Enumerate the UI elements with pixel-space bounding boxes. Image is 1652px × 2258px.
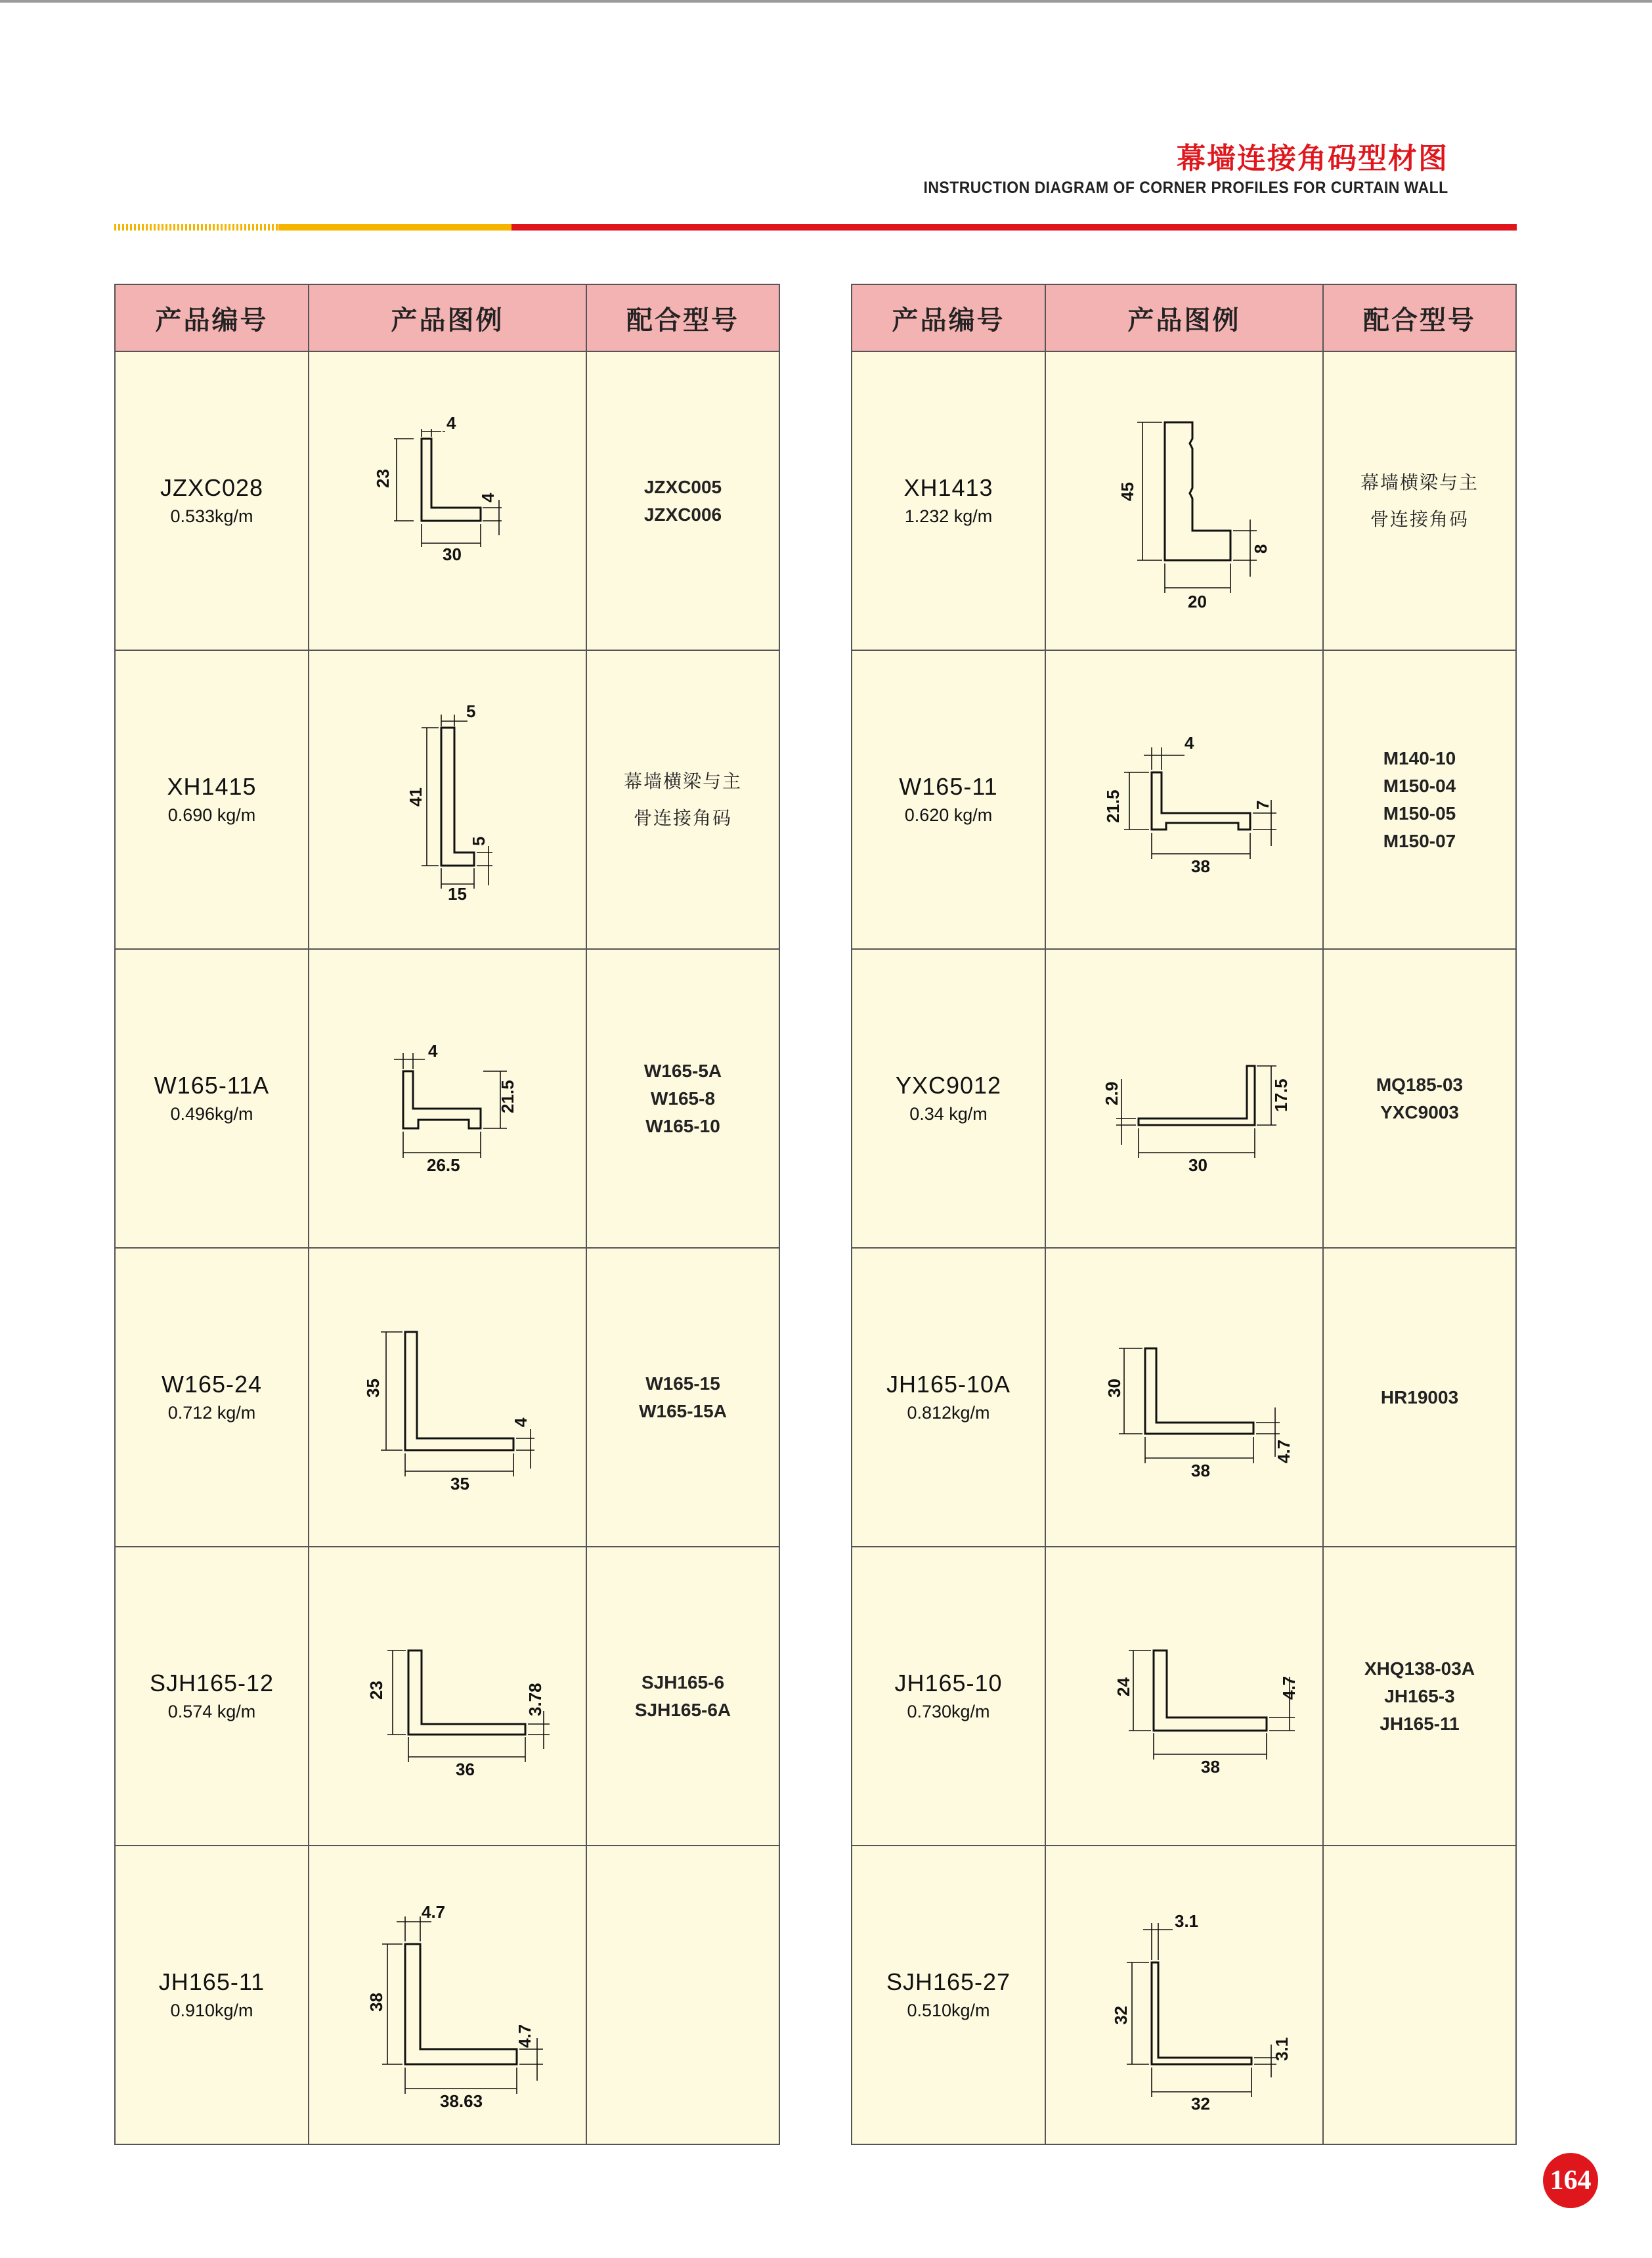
table-row	[115, 351, 779, 650]
product-code: JH165-11	[158, 1968, 265, 1995]
product-code: JZXC028	[160, 474, 264, 501]
product-code: SJH165-27	[886, 1968, 1011, 1995]
product-code: JH165-10	[894, 1669, 1003, 1696]
product-code-cell	[852, 1846, 1045, 2144]
product-weight: 0.620 kg/m	[904, 805, 993, 825]
dimension-label: 21.5	[1102, 789, 1123, 823]
dimension-label: 35	[450, 1473, 469, 1494]
dimension-label: 4.7	[421, 1901, 445, 1922]
dimension-label: 21.5	[497, 1079, 517, 1113]
product-drawing-cell	[1045, 1846, 1323, 2144]
product-code: XH1413	[903, 474, 993, 501]
product-weight: 0.510kg/m	[907, 2000, 990, 2020]
product-code: W165-11	[899, 772, 998, 800]
dimension-label: 23	[372, 468, 393, 488]
matching-model: SJH165-6A	[634, 1699, 731, 1720]
table-row	[852, 949, 1516, 1248]
dimension-label: 45	[1117, 481, 1137, 501]
product-weight: 0.910kg/m	[170, 2000, 253, 2020]
dimension-label: 35	[362, 1378, 383, 1398]
product-weight: 0.812kg/m	[907, 1402, 990, 1423]
dimension-label: 3.78	[525, 1682, 545, 1716]
profile-drawing	[1053, 1857, 1316, 2133]
matching-model: XHQ138-03A	[1364, 1658, 1475, 1679]
dimension-label: 17.5	[1271, 1078, 1291, 1112]
dimension-label: 4	[477, 493, 498, 502]
dimension-label: 7	[1252, 800, 1272, 810]
dimension-label: 3.1	[1174, 1911, 1198, 1931]
matching-model-cell	[1323, 1547, 1516, 1846]
matching-model: JZXC006	[643, 504, 722, 525]
dimension-label: 20	[1187, 591, 1207, 611]
matching-model: W165-15A	[639, 1400, 727, 1421]
product-weight: 0.574 kg/m	[167, 1701, 256, 1721]
dimension-label: 2.9	[1101, 1081, 1121, 1105]
dimension-label: 30	[1104, 1378, 1124, 1398]
product-code: JH165-10A	[886, 1370, 1011, 1398]
product-drawing-cell	[309, 351, 586, 650]
header-product-code: 产品编号	[852, 284, 1045, 351]
dimension-label: 38	[1190, 1460, 1210, 1480]
profile-drawing	[1053, 961, 1316, 1237]
dimension-label: 26.5	[426, 1155, 460, 1175]
dimension-label: 38	[366, 1992, 386, 2012]
product-drawing-cell	[309, 1846, 586, 2144]
matching-model: 骨连接角码	[633, 807, 732, 829]
matching-model: W165-8	[650, 1088, 716, 1109]
table-row	[115, 949, 779, 1248]
product-code-cell	[115, 650, 309, 949]
matching-model-cell	[1323, 1846, 1516, 2144]
product-code-cell	[115, 949, 309, 1248]
profile-drawing	[316, 1857, 579, 2133]
matching-model-cell	[586, 1846, 779, 2144]
page-title: 幕墙连接角码型材图	[1177, 142, 1448, 175]
matching-model: JZXC005	[643, 476, 722, 497]
page-number-badge: 164	[1543, 2153, 1598, 2208]
matching-model-cell	[586, 351, 779, 650]
matching-model: M140-10	[1383, 747, 1456, 768]
product-code-cell	[852, 1547, 1045, 1846]
profile-drawing	[316, 1559, 579, 1834]
table-row	[852, 1547, 1516, 1846]
product-code-cell	[852, 650, 1045, 949]
product-weight: 0.533kg/m	[170, 506, 253, 526]
dimension-label: 3.1	[1271, 2037, 1292, 2061]
product-weight: 0.730kg/m	[907, 1701, 990, 1721]
dimension-label: 30	[1188, 1155, 1207, 1175]
table-row	[115, 1846, 779, 2144]
dimension-label: 4	[1184, 732, 1194, 753]
matching-model: SJH165-6	[641, 1671, 725, 1693]
profile-drawing	[316, 662, 579, 938]
matching-model-cell	[586, 949, 779, 1248]
header-product-drawing: 产品图例	[1045, 284, 1323, 351]
product-code: SJH165-12	[149, 1669, 274, 1696]
product-drawing-cell	[309, 1547, 586, 1846]
table-row	[852, 650, 1516, 949]
table-row	[115, 650, 779, 949]
top-rule	[0, 0, 1652, 3]
matching-model: 幕墙横梁与主	[623, 770, 742, 792]
dimension-label: 5	[468, 836, 489, 846]
dimension-label: 41	[405, 787, 425, 807]
profile-drawing	[316, 363, 579, 639]
product-drawing-cell	[309, 650, 586, 949]
table-header-row	[852, 284, 1516, 351]
profile-drawing	[316, 961, 579, 1237]
product-weight: 0.34 kg/m	[909, 1103, 988, 1124]
matching-model: JH165-3	[1384, 1685, 1455, 1706]
dimension-label: 5	[466, 701, 475, 721]
dimension-label: 4	[446, 412, 456, 433]
profile-table-left	[114, 284, 780, 2145]
matching-model-cell	[1323, 351, 1516, 650]
matching-model: HR19003	[1380, 1386, 1459, 1407]
dimension-label: 15	[447, 883, 467, 904]
dimension-label: 24	[1113, 1677, 1133, 1696]
dimension-label: 4.7	[514, 2024, 534, 2048]
dimension-label: 4	[510, 1417, 531, 1427]
table-header-row	[115, 284, 779, 351]
matching-model-cell	[1323, 650, 1516, 949]
product-code: XH1415	[167, 772, 257, 800]
table-row	[115, 1248, 779, 1547]
product-drawing-cell	[309, 1248, 586, 1547]
matching-model: W165-10	[645, 1115, 720, 1136]
matching-model: YXC9003	[1380, 1101, 1459, 1122]
product-drawing-cell	[1045, 949, 1323, 1248]
product-code: W165-11A	[154, 1071, 270, 1099]
dimension-label: 8	[1250, 544, 1271, 554]
dimension-label: 32	[1110, 2005, 1131, 2025]
profile-drawing	[1053, 363, 1316, 639]
matching-model: M150-04	[1383, 775, 1456, 796]
table-row	[852, 1248, 1516, 1547]
header-color-bar	[114, 224, 1517, 231]
product-drawing-cell	[1045, 1248, 1323, 1547]
dimension-label: 4.7	[1273, 1439, 1293, 1463]
product-weight: 0.712 kg/m	[167, 1402, 256, 1423]
matching-model-cell	[586, 1547, 779, 1846]
matching-model: MQ185-03	[1376, 1074, 1464, 1095]
product-code-cell	[852, 949, 1045, 1248]
header-product-code: 产品编号	[115, 284, 309, 351]
table-row	[115, 1547, 779, 1846]
product-drawing-cell	[1045, 650, 1323, 949]
matching-model: 骨连接角码	[1370, 508, 1469, 530]
product-drawing-cell	[1045, 1547, 1323, 1846]
matching-model-cell	[1323, 949, 1516, 1248]
product-code-cell	[852, 1248, 1045, 1547]
table-row	[852, 1846, 1516, 2144]
dimension-label: 4	[427, 1040, 437, 1061]
profile-drawing	[1053, 1559, 1316, 1834]
matching-model-cell	[586, 1248, 779, 1547]
product-drawing-cell	[1045, 351, 1323, 650]
matching-model-cell	[1323, 1248, 1516, 1547]
matching-model-cell	[586, 650, 779, 949]
header-matching-model: 配合型号	[586, 284, 779, 351]
dimension-label: 38	[1200, 1756, 1220, 1777]
dimension-label: 4.7	[1278, 1675, 1299, 1700]
product-code-cell	[115, 1846, 309, 2144]
profile-table-right	[851, 284, 1517, 2145]
product-code: YXC9012	[895, 1071, 1002, 1099]
product-code-cell	[115, 1248, 309, 1547]
profile-drawing	[1053, 1260, 1316, 1536]
product-code-cell	[115, 1547, 309, 1846]
matching-model: JH165-11	[1380, 1713, 1460, 1734]
dimension-label: 30	[442, 544, 462, 564]
header-matching-model: 配合型号	[1323, 284, 1516, 351]
product-drawing-cell	[309, 949, 586, 1248]
dimension-label: 38	[1190, 856, 1210, 876]
product-code: W165-24	[161, 1370, 263, 1398]
header-product-drawing: 产品图例	[309, 284, 586, 351]
product-weight: 0.690 kg/m	[167, 805, 256, 825]
profile-drawing	[316, 1260, 579, 1536]
matching-model: W165-5A	[643, 1060, 722, 1081]
product-code-cell	[115, 351, 309, 650]
dimension-label: 36	[455, 1759, 475, 1779]
dimension-label: 38.63	[439, 2091, 483, 2111]
matching-model: 幕墙横梁与主	[1360, 471, 1479, 493]
page-subtitle: INSTRUCTION DIAGRAM OF CORNER PROFILES FOR CURTAIN WALL	[923, 179, 1448, 197]
product-weight: 0.496kg/m	[170, 1103, 253, 1124]
dimension-label: 32	[1190, 2093, 1210, 2114]
table-row	[852, 351, 1516, 650]
matching-model: M150-07	[1383, 830, 1456, 851]
profile-drawing	[1053, 662, 1316, 938]
product-code-cell	[852, 351, 1045, 650]
matching-model: M150-05	[1383, 803, 1456, 824]
matching-model: W165-15	[645, 1373, 720, 1394]
dimension-label: 23	[366, 1680, 386, 1700]
product-weight: 1.232 kg/m	[904, 506, 993, 526]
